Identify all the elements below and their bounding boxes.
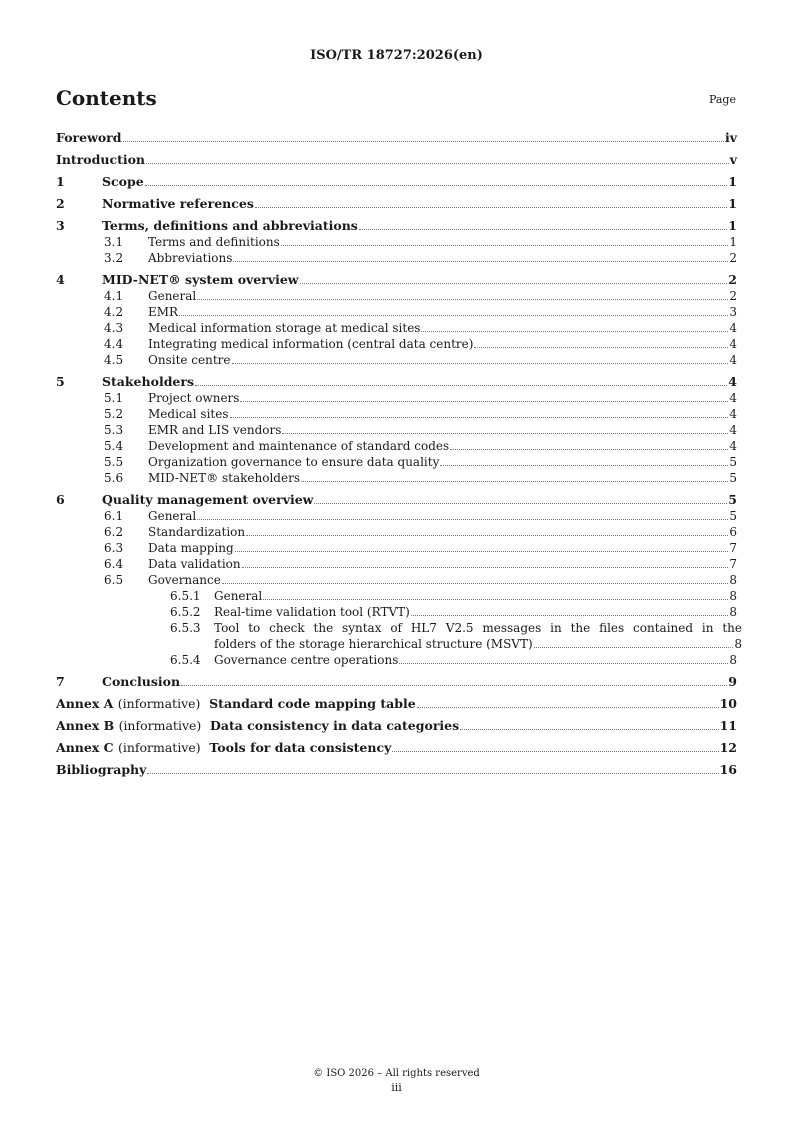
- document-id-header: ISO/TR 18727:2026(en): [310, 48, 483, 63]
- toc-number: 6.4: [104, 557, 124, 571]
- toc-number: 6.2: [104, 525, 124, 539]
- toc-title: EMR and LIS vendors: [148, 423, 282, 437]
- toc-number: 1: [56, 174, 65, 189]
- copyright-notice: © ISO 2026 – All rights reserved: [313, 1068, 480, 1079]
- toc-title: Introduction: [56, 152, 146, 167]
- toc-title: Scope: [102, 174, 144, 189]
- toc-page: 1: [728, 196, 737, 211]
- toc-title: Standard code mapping table: [209, 696, 416, 711]
- toc-page: 4: [729, 407, 737, 421]
- contents-title: Contents: [56, 86, 157, 110]
- toc-title: General: [148, 509, 197, 523]
- page-column-label: Page: [708, 93, 736, 106]
- toc-number: 6: [56, 492, 65, 507]
- toc-title: Development and maintenance of standard codes: [148, 439, 450, 453]
- toc-number: 5.1: [104, 391, 124, 405]
- toc-number: 4.5: [104, 353, 124, 367]
- annex-label: Annex B: [56, 718, 115, 733]
- toc-entry-6-5-2[interactable]: [56, 604, 737, 620]
- toc-title: Real-time validation tool (RTVT): [214, 605, 410, 619]
- toc-number: 4: [56, 272, 65, 287]
- toc-page: 8: [734, 637, 742, 651]
- toc-page: 8: [729, 573, 737, 587]
- toc-title: MID-NET® stakeholders: [148, 471, 300, 485]
- toc-title: Normative references: [102, 196, 254, 211]
- toc-title: Data consistency in data categories: [210, 718, 460, 733]
- toc-title: General: [148, 289, 197, 303]
- toc-title: Medical information storage at medical sites: [148, 321, 421, 335]
- toc-page: 8: [729, 653, 737, 667]
- toc-number: 6.5.3: [170, 621, 201, 635]
- toc-number: 4.1: [104, 289, 124, 303]
- toc-entry-5-4[interactable]: [56, 438, 737, 454]
- toc-title: Data mapping: [148, 541, 234, 555]
- toc-title: Bibliography: [56, 762, 147, 777]
- toc-page: 1: [728, 174, 737, 189]
- toc-page: 4: [729, 423, 737, 437]
- toc-page: 4: [729, 321, 737, 335]
- toc-page: 8: [729, 589, 737, 603]
- toc-title: Quality management overview: [102, 492, 314, 507]
- toc-entry-5-1[interactable]: [56, 390, 737, 406]
- toc-number: 6.5.1: [170, 589, 201, 603]
- toc-page: 9: [728, 674, 737, 689]
- toc-title-line-1: Tool to check the syntax of HL7 V2.5 messages in the files contained in the: [214, 621, 742, 635]
- toc-entry-terms[interactable]: [56, 218, 737, 234]
- toc-title-line-2: folders of the storage hierarchical structure (MSVT): [214, 637, 533, 651]
- toc-title: Conclusion: [102, 674, 181, 689]
- toc-page: 3: [729, 305, 737, 319]
- toc-entry-5-3[interactable]: [56, 422, 737, 438]
- toc-page: 4: [728, 374, 737, 389]
- toc-page: 2: [729, 251, 737, 265]
- toc-entry-6-1[interactable]: [56, 508, 737, 524]
- toc-title: Integrating medical information (central data centre): [148, 337, 474, 351]
- toc-page: 10: [719, 696, 737, 711]
- toc-entry-4-2[interactable]: [56, 304, 737, 320]
- toc-page: 4: [729, 337, 737, 351]
- toc-page: iv: [724, 130, 737, 145]
- toc-title: Foreword: [56, 130, 122, 145]
- toc-title: Abbreviations: [148, 251, 233, 265]
- toc-page: 5: [729, 509, 737, 523]
- toc-entry-quality-management[interactable]: [56, 492, 737, 508]
- toc-title: Organization governance to ensure data quality: [148, 455, 440, 469]
- toc-entry-5-6[interactable]: [56, 470, 737, 486]
- toc-number: 6.5: [104, 573, 124, 587]
- toc-title: Standardization: [148, 525, 246, 539]
- toc-entry-6-5-4[interactable]: [56, 652, 737, 668]
- toc-entry-scope[interactable]: [56, 174, 737, 190]
- page-footer: [0, 1067, 793, 1095]
- toc-page: 5: [729, 471, 737, 485]
- toc-entry-stakeholders[interactable]: [56, 374, 737, 390]
- toc-entry-annex-c[interactable]: [56, 740, 737, 756]
- toc-page: 12: [719, 740, 737, 755]
- toc-page: 11: [719, 718, 737, 733]
- toc-entry-6-5-3[interactable]: [56, 620, 742, 652]
- toc-page: 2: [728, 272, 737, 287]
- toc-entry-6-3[interactable]: [56, 540, 737, 556]
- toc-number: 6.5.2: [170, 605, 201, 619]
- annex-type: (informative): [117, 740, 201, 755]
- toc-number: 3.1: [104, 235, 124, 249]
- toc-page: 7: [729, 541, 737, 555]
- toc-number: 4.3: [104, 321, 124, 335]
- toc-page: 4: [729, 391, 737, 405]
- toc-entry-normative-references[interactable]: [56, 196, 737, 212]
- annex-label: Annex A: [56, 696, 114, 711]
- toc-page: 4: [729, 439, 737, 453]
- toc-number: 6.1: [104, 509, 124, 523]
- toc-entry-6-4[interactable]: [56, 556, 737, 572]
- toc-number: 2: [56, 196, 65, 211]
- toc-number: 6.5.4: [170, 653, 201, 667]
- toc-entry-3-1[interactable]: [56, 234, 737, 250]
- toc-title: Terms and definitions: [148, 235, 280, 249]
- toc-number: 7: [56, 674, 65, 689]
- toc-number: 3.2: [104, 251, 124, 265]
- toc-entry-4-4[interactable]: [56, 336, 737, 352]
- toc-number: 5.5: [104, 455, 124, 469]
- page-number: iii: [391, 1081, 402, 1094]
- toc-entry-annex-a[interactable]: [56, 696, 737, 712]
- toc-number: 5: [56, 374, 65, 389]
- toc-title: Tools for data consistency: [209, 740, 392, 755]
- toc-entry-5-2[interactable]: [56, 406, 737, 422]
- toc-entry-6-5-1[interactable]: [56, 588, 737, 604]
- toc-title: Stakeholders: [102, 374, 195, 389]
- toc-title: Medical sites: [148, 407, 229, 421]
- toc-entry-4-3[interactable]: [56, 320, 737, 336]
- toc-number: 4.2: [104, 305, 124, 319]
- toc-title: EMR: [148, 305, 179, 319]
- toc-entry-6-2[interactable]: [56, 524, 737, 540]
- toc-page: 5: [729, 455, 737, 469]
- toc-page: 6: [729, 525, 737, 539]
- annex-type: (informative): [117, 696, 201, 711]
- toc-entry-introduction[interactable]: [56, 152, 737, 168]
- toc-page: 7: [729, 557, 737, 571]
- toc-title: Onsite centre: [148, 353, 231, 367]
- toc-title: Governance centre operations: [214, 653, 399, 667]
- toc-number: 5.2: [104, 407, 124, 421]
- toc-number: 4.4: [104, 337, 124, 351]
- toc-number: 6.3: [104, 541, 124, 555]
- annex-label: Annex C: [56, 740, 114, 755]
- toc-entry-6-5[interactable]: [56, 572, 737, 588]
- toc-title: Terms, definitions and abbreviations: [102, 218, 358, 233]
- toc-page: 5: [728, 492, 737, 507]
- toc-entry-bibliography[interactable]: [56, 762, 737, 778]
- toc-number: 5.3: [104, 423, 124, 437]
- toc-page: 4: [729, 353, 737, 367]
- toc-title: Governance: [148, 573, 221, 587]
- toc-entry-3-2[interactable]: [56, 250, 737, 266]
- toc-number: 5.4: [104, 439, 124, 453]
- toc-entry-4-1[interactable]: [56, 288, 737, 304]
- toc-page: 1: [729, 235, 737, 249]
- toc-title: Data validation: [148, 557, 241, 571]
- annex-type: (informative): [118, 718, 202, 733]
- toc-title: Project owners: [148, 391, 240, 405]
- toc-entry-system-overview[interactable]: [56, 272, 737, 288]
- toc-entry-4-5[interactable]: [56, 352, 737, 368]
- toc-page: 8: [729, 605, 737, 619]
- toc-entry-annex-b[interactable]: [56, 718, 737, 734]
- toc-title: General: [214, 589, 263, 603]
- toc-entry-5-5[interactable]: [56, 454, 737, 470]
- toc-page: v: [729, 152, 737, 167]
- toc-page: 1: [728, 218, 737, 233]
- toc-page: 16: [719, 762, 737, 777]
- toc-title: MID-NET® system overview: [102, 272, 299, 287]
- toc-page: 2: [729, 289, 737, 303]
- toc-number: 5.6: [104, 471, 124, 485]
- toc-entry-conclusion[interactable]: [56, 674, 737, 690]
- toc-entry-foreword[interactable]: [56, 130, 737, 146]
- toc-number: 3: [56, 218, 65, 233]
- table-of-contents: [56, 130, 742, 778]
